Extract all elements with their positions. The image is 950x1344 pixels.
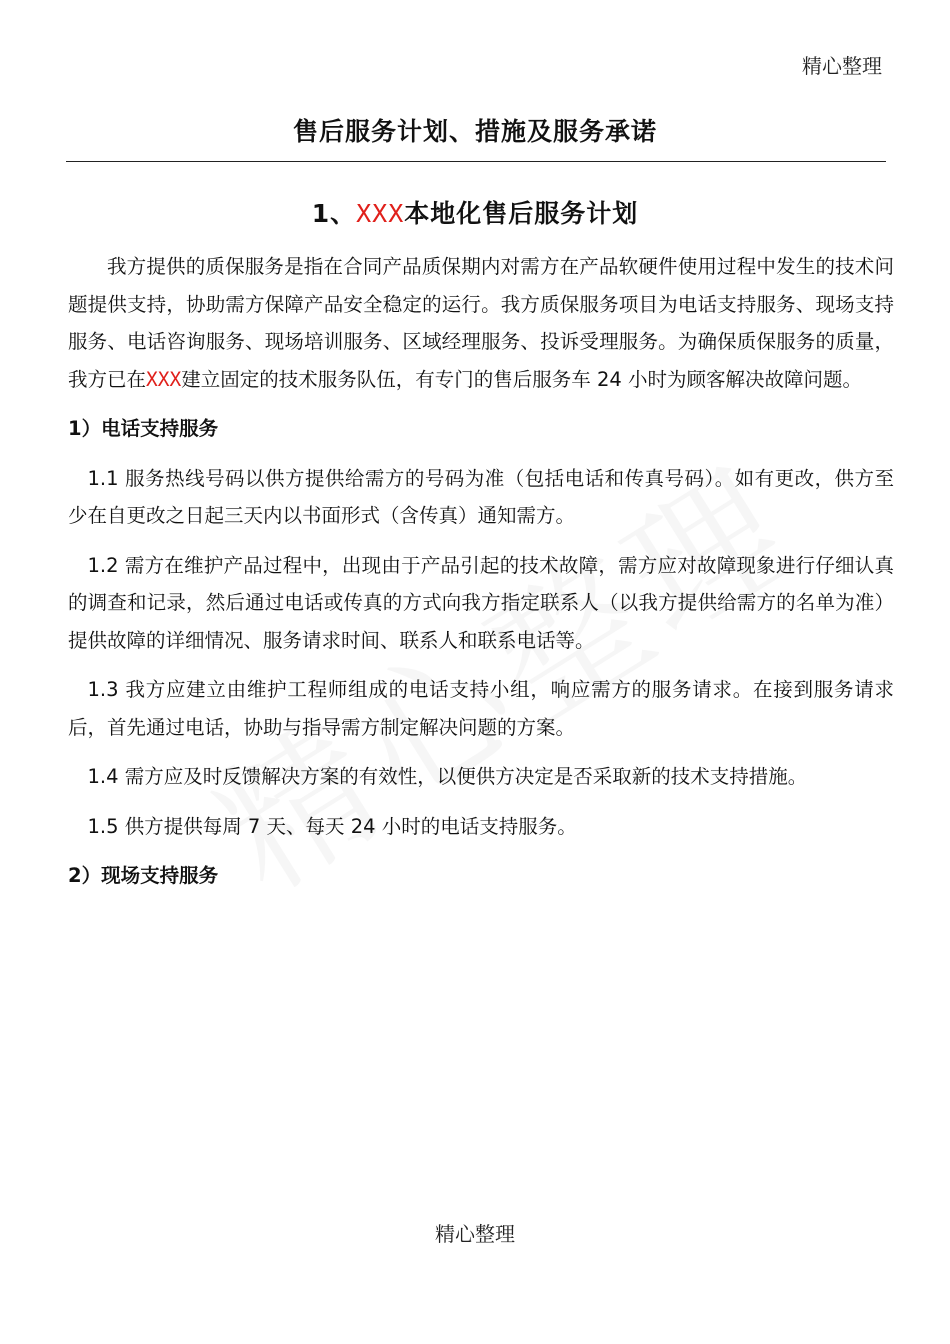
list-item: 1.1 服务热线号码以供方提供给需方的号码为准（包括电话和传真号码）。如有更改，供方至少在自更改之日起三天内以书面形式（含传真）通知需方。 <box>68 466 894 527</box>
section-suffix: 本地化售后服务计划 <box>404 199 639 228</box>
subsection-heading-onsite: 2）现场支持服务 <box>68 864 219 887</box>
intro-part2: 建立固定的技术服务队伍，有专门的售后服务车 24 小时为顾客解决故障问题。 <box>181 367 862 391</box>
section-title <box>0 194 950 230</box>
section-prefix: 1、 <box>311 199 357 228</box>
page-header: 精心整理 <box>802 54 882 78</box>
title-divider <box>66 161 886 162</box>
list-item: 1.5 供方提供每周 7 天、每天 24 小时的电话支持服务。 <box>87 814 577 838</box>
subsection-heading-phone: 1）电话支持服务 <box>68 417 219 440</box>
list-item: 1.2 需方在维护产品过程中，出现由于产品引起的技术故障，需方应对故障现象进行仔细认真的调查和记录，然后通过电话或传真的方式向我方指定联系人（以我方提供给需方的名单为准）提供故障的详细情况、服务请求时间、联系人和联系电话等。 <box>68 553 894 652</box>
section-placeholder: XXX <box>356 199 405 228</box>
list-item: 1.4 需方应及时反馈解决方案的有效性，以便供方决定是否采取新的技术支持措施。 <box>87 765 808 788</box>
list-item: 1.3 我方应建立由维护工程师组成的电话支持小组，响应需方的服务请求。在接到服务请求后，首先通过电话，协助与指导需方制定解决问题的方案。 <box>68 678 894 739</box>
page-footer: 精心整理 <box>435 1222 515 1246</box>
intro-placeholder: XXX <box>146 367 182 391</box>
document-title: 售后服务计划、措施及服务承诺 <box>292 117 657 146</box>
intro-part1: 我方提供的质保服务是指在合同产品质保期内对需方在产品软硬件使用过程中发生的技术问题提供支持，协助需方保障产品安全稳定的运行。我方质保服务项目为电话支持服务、现场支持服务、电话咨询服务、现场培训服务、区域经理服务、投诉受理服务。为确保质保服务的质量，我方已在 <box>68 255 894 391</box>
intro-paragraph <box>68 248 894 398</box>
document-body <box>68 248 894 907</box>
